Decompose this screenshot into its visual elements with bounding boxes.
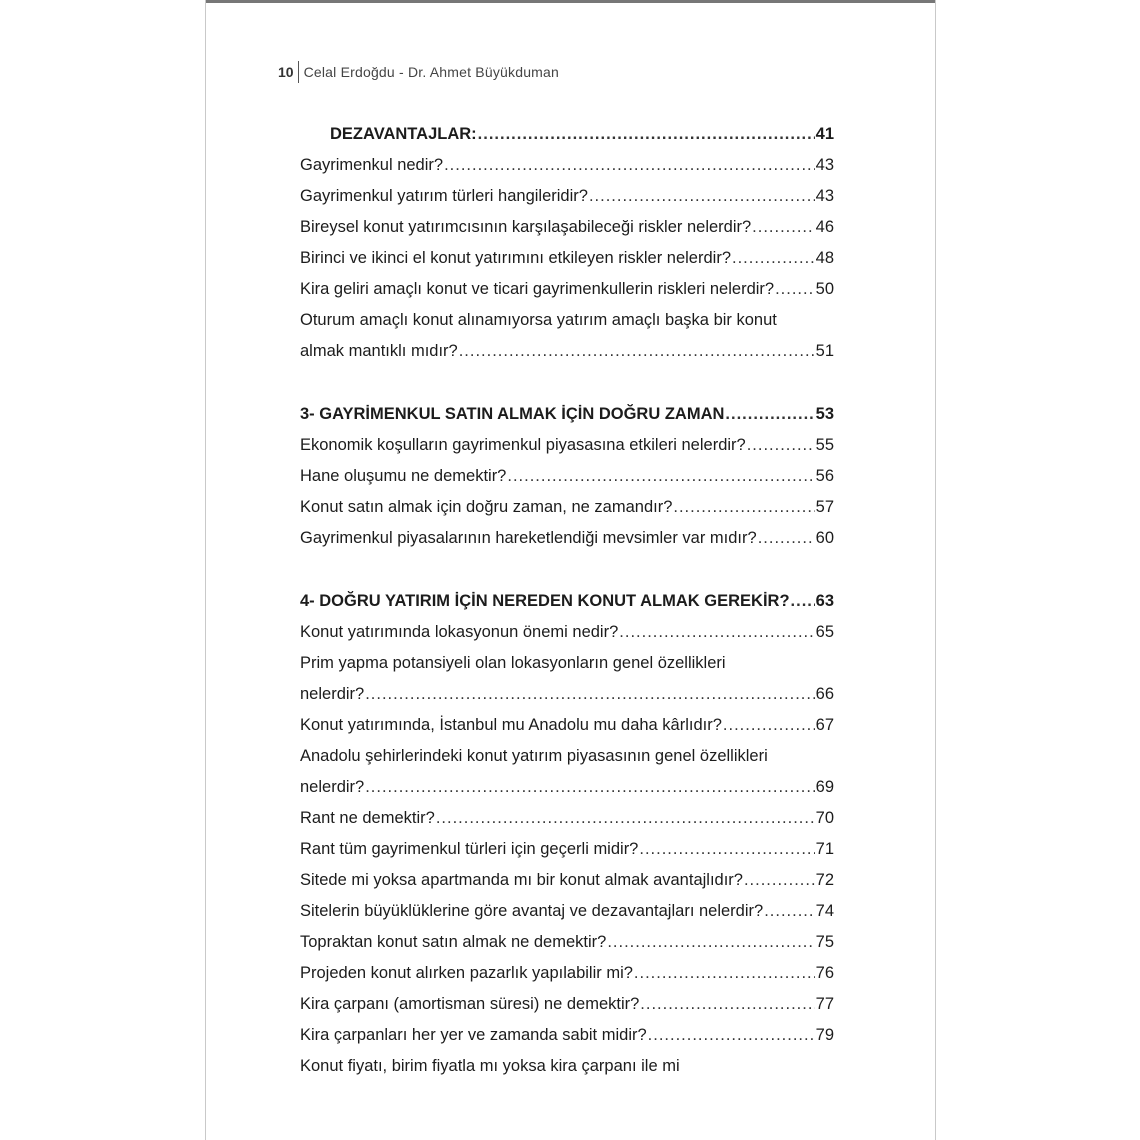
toc-entry <box>300 529 834 560</box>
toc-entry <box>300 778 834 809</box>
toc-entry <box>300 995 834 1026</box>
toc-entry-page: 46 <box>815 218 834 236</box>
toc-entry-label: Kira çarpanları her yer ve zamanda sabit midir? <box>300 1026 647 1044</box>
dot-leader <box>607 933 814 952</box>
toc-entry-page: 77 <box>815 995 834 1013</box>
toc-entry <box>300 187 834 218</box>
dot-leader <box>775 280 815 299</box>
toc-entry-page: 43 <box>815 156 834 174</box>
toc-section-heading <box>300 592 834 623</box>
toc-entry <box>300 902 834 933</box>
toc-entry-page: 67 <box>815 716 834 734</box>
running-header <box>278 60 559 84</box>
toc-entry <box>300 436 834 467</box>
toc-entry-page: 72 <box>815 871 834 889</box>
toc-entry <box>300 156 834 187</box>
dot-leader <box>747 436 815 455</box>
toc-entry-first-line <box>300 1057 834 1088</box>
toc-entry-label: Topraktan konut satın almak ne demektir? <box>300 933 607 951</box>
toc-entry-label: Bireysel konut yatırımcısının karşılaşabileceği riskler nelerdir? <box>300 218 752 236</box>
toc-entry-page: 43 <box>815 187 834 205</box>
toc-entry-page: 66 <box>815 685 834 703</box>
toc-entry-label: Hane oluşumu ne demektir? <box>300 467 507 485</box>
toc-entry <box>300 125 834 156</box>
toc-entry-label: Gayrimenkul yatırım türleri hangileridir? <box>300 187 588 205</box>
dot-leader <box>758 529 815 548</box>
toc-entry-label: nelerdir? <box>300 778 365 796</box>
toc-entry <box>300 685 834 716</box>
toc-entry-page: 74 <box>815 902 834 920</box>
toc-entry <box>300 249 834 280</box>
toc-entry-page: 65 <box>815 623 834 641</box>
toc-entry-label: Rant ne demektir? <box>300 809 435 827</box>
toc-section-label: 3- GAYRİMENKUL SATIN ALMAK İÇİN DOĞRU ZAMAN <box>300 405 725 423</box>
header-authors: Celal Erdoğdu - Dr. Ahmet Büyükduman <box>303 64 560 80</box>
header-divider <box>298 61 299 83</box>
toc-entry-page: 70 <box>815 809 834 827</box>
toc-entry <box>300 871 834 902</box>
dot-leader <box>365 778 814 797</box>
toc-entry <box>300 218 834 249</box>
toc-entry-page: 48 <box>815 249 834 267</box>
toc-entry-label: Konut yatırımında lokasyonun önemi nedir? <box>300 623 619 641</box>
toc-entry-label: nelerdir? <box>300 685 365 703</box>
toc-section-label: 4- DOĞRU YATIRIM İÇİN NEREDEN KONUT ALMAK GEREKİR? <box>300 592 790 610</box>
toc-entry-page: 71 <box>815 840 834 858</box>
toc-entry-label: Ekonomik koşulların gayrimenkul piyasasına etkileri nelerdir? <box>300 436 746 454</box>
toc-entry-page: 51 <box>815 342 834 360</box>
dot-leader <box>436 809 815 828</box>
toc-entry-page: 69 <box>815 778 834 796</box>
toc-entry-label: Konut fiyatı, birim fiyatla mı yoksa kira çarpanı ile mi <box>300 1057 680 1075</box>
dot-leader <box>648 1026 815 1045</box>
toc-entry-label: Sitede mi yoksa apartmanda mı bir konut almak avantajlıdır? <box>300 871 743 889</box>
toc-entry <box>300 964 834 995</box>
dot-leader <box>365 685 814 704</box>
dot-leader <box>444 156 815 175</box>
dot-leader <box>764 902 814 921</box>
toc-entry-first-line <box>300 654 834 685</box>
toc-entry-page: 41 <box>815 125 834 143</box>
dot-leader <box>478 125 815 144</box>
toc-entry-page: 60 <box>815 529 834 547</box>
toc-entry <box>300 1026 834 1057</box>
toc-entry-first-line <box>300 311 834 342</box>
dot-leader <box>619 623 814 642</box>
toc-section-page: 63 <box>815 592 834 610</box>
toc-entry-label: Oturum amaçlı konut alınamıyorsa yatırım amaçlı başka bir konut <box>300 311 777 329</box>
dot-leader <box>589 187 815 206</box>
toc-entry <box>300 840 834 871</box>
toc-entry-label: Prim yapma potansiyeli olan lokasyonların genel özellikleri <box>300 654 726 672</box>
toc-entry-page: 75 <box>815 933 834 951</box>
table-of-contents <box>300 125 834 1088</box>
dot-leader <box>639 840 814 859</box>
toc-section-page: 53 <box>815 405 834 423</box>
toc-entry-label: Konut satın almak için doğru zaman, ne zamandır? <box>300 498 673 516</box>
toc-entry-label: Anadolu şehirlerindeki konut yatırım piyasasının genel özellikleri <box>300 747 768 765</box>
toc-entry <box>300 342 834 373</box>
toc-entry-label: Sitelerin büyüklüklerine göre avantaj ve dezavantajları nelerdir? <box>300 902 764 920</box>
dot-leader <box>791 592 815 611</box>
dot-leader <box>634 964 815 983</box>
dot-leader <box>732 249 815 268</box>
toc-entry <box>300 933 834 964</box>
dot-leader <box>723 716 815 735</box>
toc-entry-page: 50 <box>815 280 834 298</box>
toc-entry-label: Rant tüm gayrimenkul türleri için geçerli midir? <box>300 840 639 858</box>
toc-entry-label: Birinci ve ikinci el konut yatırımını etkileyen riskler nelerdir? <box>300 249 731 267</box>
toc-entry-label: Kira çarpanı (amortisman süresi) ne demektir? <box>300 995 640 1013</box>
toc-entry-page: 76 <box>815 964 834 982</box>
toc-entry <box>300 623 834 654</box>
toc-entry <box>300 280 834 311</box>
toc-entry-label: Kira geliri amaçlı konut ve ticari gayrimenkullerin riskleri nelerdir? <box>300 280 775 298</box>
toc-entry-page: 55 <box>815 436 834 454</box>
toc-entry-label: Projeden konut alırken pazarlık yapılabilir mi? <box>300 964 633 982</box>
toc-entry <box>300 809 834 840</box>
toc-section-heading <box>300 405 834 436</box>
toc-entry-page: 56 <box>815 467 834 485</box>
dot-leader <box>459 342 815 361</box>
dot-leader <box>744 871 815 890</box>
dot-leader <box>507 467 814 486</box>
toc-entry-label: Konut yatırımında, İstanbul mu Anadolu mu daha kârlıdır? <box>300 716 722 734</box>
toc-entry-page: 57 <box>815 498 834 516</box>
toc-entry-label: Gayrimenkul nedir? <box>300 156 444 174</box>
page-number: 10 <box>278 64 294 80</box>
dot-leader <box>640 995 814 1014</box>
toc-entry <box>300 716 834 747</box>
toc-entry-label: Gayrimenkul piyasalarının hareketlendiği mevsimler var mıdır? <box>300 529 757 547</box>
toc-entry-page: 79 <box>815 1026 834 1044</box>
dot-leader <box>725 405 814 424</box>
toc-entry <box>300 498 834 529</box>
toc-entry-label: almak mantıklı mıdır? <box>300 342 458 360</box>
dot-leader <box>673 498 814 517</box>
toc-entry <box>300 467 834 498</box>
dot-leader <box>752 218 814 237</box>
toc-entry-first-line <box>300 747 834 778</box>
toc-entry-label: DEZAVANTAJLAR: <box>330 125 477 143</box>
